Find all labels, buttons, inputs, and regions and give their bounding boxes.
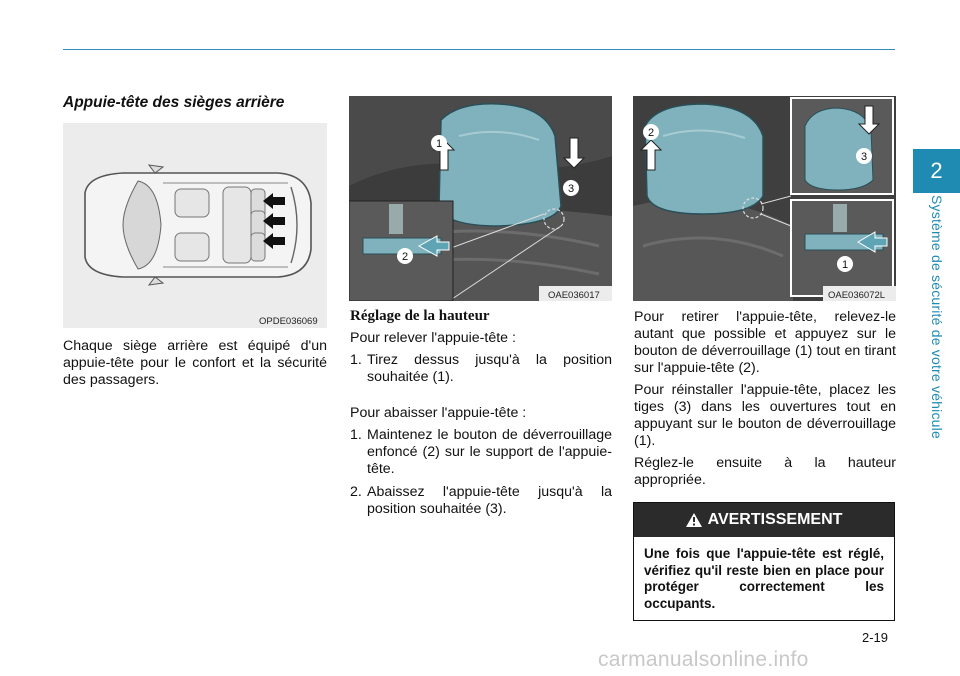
intro-paragraph [63,338,327,389]
figure-caption: OPDE036069 [259,316,318,327]
step-text: Tirez dessus jusqu'à la position souhaitée (1). [367,352,612,385]
callout-1: 1 [841,259,849,271]
figure-caption: OAE036072L [828,290,886,301]
callout-3: 3 [860,151,868,163]
callout-2: 2 [401,251,409,263]
step-text: Maintenez le bouton de déverrouillage enfoncé (2) sur le support de l'appuie-tête. [367,427,612,477]
page-number: 2-19 [862,630,889,645]
raise-intro: Pour relever l'appuie-tête : [350,330,516,346]
step-text: Abaissez l'appuie-tête jusqu'à la position souhaitée (3). [367,484,612,517]
removal-paragraph-2: Pour réinstaller l'appuie-tête, placez les tiges (3) dans les ouvertures tout en appuyant sur le bouton de déverrouillage (1). [634,382,896,449]
warning-title: AVERTISSEMENT [707,511,843,528]
watermark[interactable]: carmanualsonline.info [598,648,809,671]
figure-headrest-remove [633,96,896,301]
callout-2: 2 [647,127,655,139]
headrest-remove-illustration [633,96,896,301]
figure-car-top-view [63,123,327,328]
list-item [350,484,612,518]
removal-instructions [634,309,896,489]
subheading-height-adjust: Réglage de la hauteur [350,308,490,324]
step-number: 1. [350,427,362,443]
list-item [350,427,612,478]
raise-steps [350,352,612,386]
intro-text: Chaque siège arrière est équipé d'un appuie-tête pour le confort et la sécurité des passagers. [63,338,327,388]
list-item [350,352,612,386]
section-heading: Appuie-tête des sièges arrière [63,94,285,111]
removal-paragraph-3: Réglez-le ensuite à la hauteur appropriée. [634,455,896,488]
chapter-number: 2 [930,158,943,183]
figure-caption: OAE036017 [548,290,600,301]
car-top-view-illustration [63,123,327,328]
warning-text: Une fois que l'appuie-tête est réglé, vérifiez qu'il reste bien en place pour protéger correctement les occupants. [644,546,884,611]
callout-3: 3 [567,183,575,195]
removal-paragraph-1: Pour retirer l'appuie-tête, relevez-le autant que possible et appuyez sur le bouton de déverrouillage (1) tout en tirant sur l'appuie-tête (2). [634,309,896,376]
figure-headrest-adjust [349,96,612,301]
step-number: 1. [350,352,362,368]
warning-header [634,503,894,537]
chapter-number-tab[interactable] [913,149,960,193]
lower-steps [350,427,612,518]
step-number: 2. [350,484,362,500]
callout-1: 1 [435,138,443,150]
warning-box [633,502,895,621]
warning-triangle-icon [686,513,702,527]
arrow-icon [263,193,285,249]
height-adjust-instructions [350,330,612,524]
lower-intro: Pour abaisser l'appuie-tête : [350,405,527,421]
headrest-adjust-illustration [349,96,612,301]
top-rule [63,49,895,50]
chapter-title-vertical: Système de sécurité de votre véhicule [929,195,945,439]
